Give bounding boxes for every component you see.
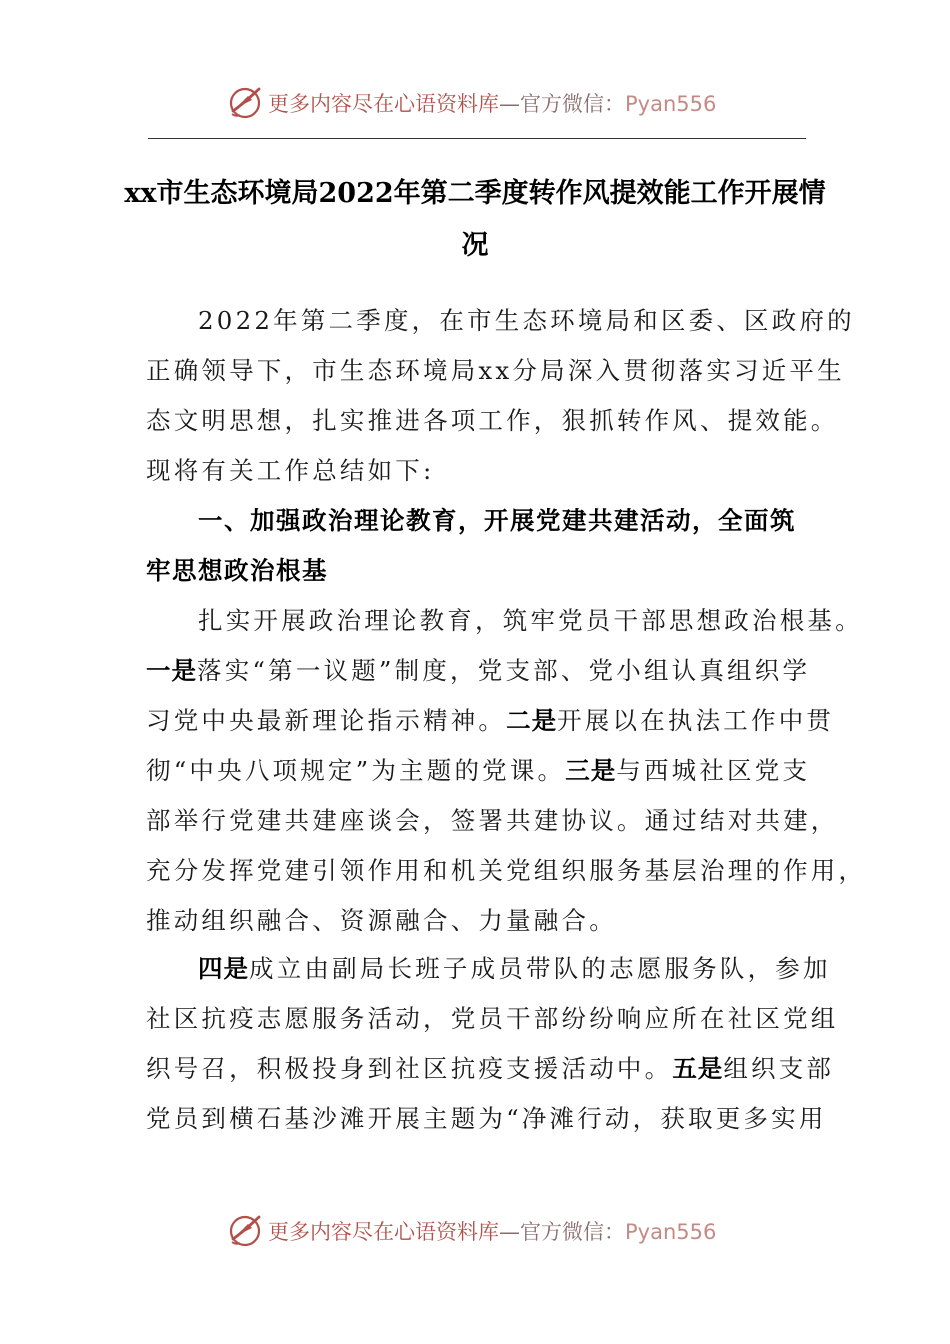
- watermark-part2: —官方微信：: [499, 92, 625, 116]
- title-line-2: 况: [461, 230, 489, 261]
- keyword: 一是: [146, 656, 197, 685]
- keyword: 五是: [672, 1054, 724, 1083]
- text-line: 彻“中央八项规定”为主题的党课。三是与西城社区党支: [146, 756, 811, 785]
- text-line: 习党中央最新理论指示精神。二是开展以在执法工作中贯: [146, 706, 835, 735]
- header-watermark: [0, 80, 950, 124]
- text-line: 正确领导下，市生态环境局xx分局深入贯彻落实习近平生: [146, 356, 845, 385]
- quill-pen-icon: [226, 84, 264, 122]
- text-line: 织号召，积极投身到社区抗疫支援活动中。五是组织支部: [146, 1054, 835, 1083]
- heading-line: 一、加强政治理论教育，开展党建共建活动，全面筑: [198, 506, 796, 535]
- text-line: 社区抗疫志愿服务活动，党员干部纷纷响应所在社区党组: [146, 1004, 839, 1033]
- text-line: 部举行党建共建座谈会，签署共建协议。通过结对共建，: [146, 806, 839, 835]
- paragraph-2: [146, 596, 867, 946]
- text-line: 一是落实“第一议题”制度，党支部、党小组认真组织学: [146, 656, 811, 685]
- watermark-part3: Pyan556: [625, 92, 717, 116]
- footer-watermark: [0, 1208, 950, 1252]
- watermark-text: [268, 88, 716, 118]
- title-line-1: xx市生态环境局2022年第二季度转作风提效能工作开展情: [124, 178, 826, 209]
- text-line: 扎实开展政治理论教育，筑牢党员干部思想政治根基。: [198, 606, 863, 635]
- watermark-part1: 更多内容尽在心语资料库: [268, 1220, 499, 1244]
- section-heading-1: [146, 496, 798, 596]
- watermark-part2: —官方微信：: [499, 1220, 625, 1244]
- keyword: 三是: [565, 756, 617, 785]
- text-line: 党员到横石基沙滩开展主题为“净滩行动，获取更多实用: [146, 1104, 827, 1133]
- watermark-part1: 更多内容尽在心语资料库: [268, 92, 499, 116]
- keyword: 四是: [198, 954, 249, 983]
- text-line: 现将有关工作总结如下:: [146, 456, 435, 485]
- text-line: 2022年第二季度，在市生态环境局和区委、区政府的: [198, 306, 855, 335]
- paragraph-3: [146, 944, 839, 1144]
- watermark-text: [268, 1216, 716, 1246]
- intro-paragraph: [146, 296, 855, 496]
- text-line: 态文明思想，扎实推进各项工作，狠抓转作风、提效能。: [146, 406, 839, 435]
- heading-line: 牢思想政治根基: [146, 556, 328, 585]
- text-line: 推动组织融合、资源融合、力量融合。: [146, 906, 617, 935]
- page-title: [120, 168, 830, 272]
- quill-pen-icon: [226, 1212, 264, 1250]
- text-line: 充分发挥党建引领作用和机关党组织服务基层治理的作用，: [146, 856, 867, 885]
- keyword: 二是: [506, 706, 558, 735]
- watermark-part3: Pyan556: [625, 1220, 717, 1244]
- text-line: 四是成立由副局长班子成员带队的志愿服务队，参加: [198, 954, 831, 983]
- header-rule: [148, 138, 806, 139]
